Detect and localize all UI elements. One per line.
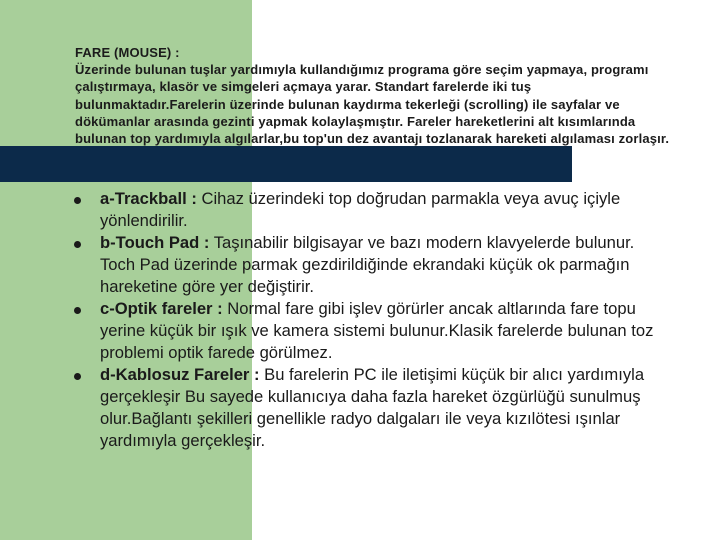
bullet-icon bbox=[74, 307, 81, 314]
intro-paragraph bbox=[75, 44, 675, 147]
bullet-term: d-Kablosuz Fareler : bbox=[100, 365, 260, 384]
bullet-text: Normal fare gibi işlev görürler ancak altlarında fare topu yerine küçük bir ışık ve kamera sistemi bulunur.Klasik farelerde bulunan toz problemi optik farede görülmez. bbox=[100, 299, 654, 362]
intro-body: Üzerinde bulunan tuşlar yardımıyla kullandığımız programa göre seçim yapmaya, programı çalıştırmaya, klasör ve simgeleri açmaya yarar. Standart farelerde iki tuş bulunmaktadır.Farelerin üzerinde bulunan kaydırma tekerleği (scrolling) ile sayfalar ve dökümanlar arasında gezinti yapmak kolaylaşmıştır. Fareler hareketlerini alt kısımlarında bulunan top yardımıyla algılarlar,bu top'un dez avantajı tozlanarak hareketi algılaması zorlaşır. bbox=[75, 62, 670, 147]
bullet-icon bbox=[74, 241, 81, 248]
bullet-item-optical bbox=[72, 298, 672, 364]
bullet-term: b-Touch Pad : bbox=[100, 233, 210, 252]
bullet-icon bbox=[74, 197, 81, 204]
bullet-text: Bu farelerin PC ile iletişimi küçük bir alıcı yardımıyla gerçekleşir Bu sayede kullanıcıya daha fazla hareket özgürlüğü sunulmuş olur.Bağlantı şekilleri genellikle radyo dalgaları ile veya kızılötesi ışınlar yardımıyla gerçekleşir. bbox=[100, 365, 645, 450]
bullet-text: Taşınabilir bilgisayar ve bazı modern klavyelerde bulunur. Toch Pad üzerinde parmak gezdirildiğinde ekrandaki küçük ok parmağın hareketine göre yer değiştirir. bbox=[100, 233, 635, 296]
bullet-term: c-Optik fareler : bbox=[100, 299, 223, 318]
bullet-text: Cihaz üzerindeki top doğrudan parmakla veya avuç içiyle yönlendirilir. bbox=[100, 189, 621, 230]
bullet-item-touchpad bbox=[72, 232, 672, 298]
intro-heading: FARE (MOUSE) : bbox=[75, 45, 180, 60]
bullet-list bbox=[72, 188, 672, 452]
decorative-navy-bar bbox=[0, 146, 572, 182]
bullet-icon bbox=[74, 373, 81, 380]
bullet-term: a-Trackball : bbox=[100, 189, 197, 208]
bullet-item-wireless bbox=[72, 364, 672, 452]
bullet-item-trackball bbox=[72, 188, 672, 232]
